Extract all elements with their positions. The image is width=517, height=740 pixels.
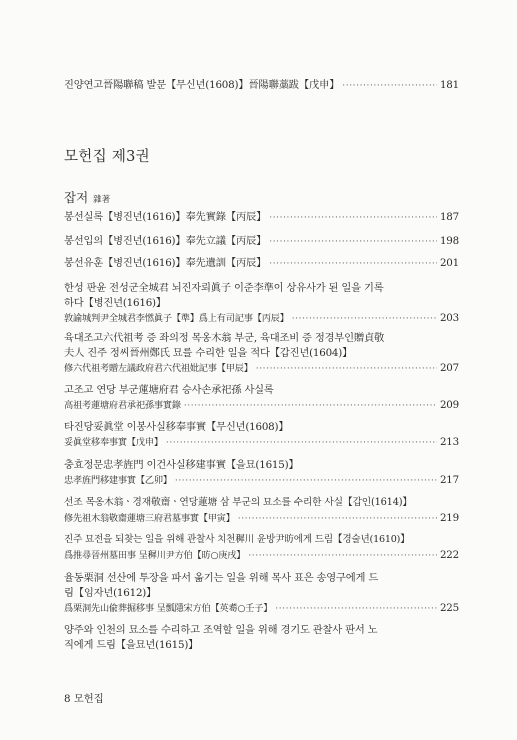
entry-page: 222 xyxy=(439,549,459,561)
toc-entry[interactable] xyxy=(64,398,459,413)
toc-entry-title-line: 타진당妥眞堂 이봉사실移奉事實【무신년(1608)】 xyxy=(64,421,289,433)
entry-page: 201 xyxy=(439,257,459,269)
leader-dots xyxy=(248,549,437,563)
page-number: 8 xyxy=(64,693,71,705)
entry-title: 봉선실록【병진년(1616)】奉先實錄【丙辰】 xyxy=(64,211,267,223)
leader-dots xyxy=(269,257,437,271)
leader-dots xyxy=(166,436,437,450)
page-footer xyxy=(64,690,104,705)
entry-subtitle: 爲栗洞先山偸葬掘移事 呈瓢隱宋方伯【英耈○壬子】 xyxy=(64,603,273,614)
entry-subtitle: 爲推尋晉州墓田事 呈穉川尹方伯【昉○庚戌】 xyxy=(64,550,246,561)
section-title: 잡저 xyxy=(64,190,89,205)
book-title: 모헌집 xyxy=(73,693,104,705)
toc-entry[interactable] xyxy=(64,361,459,376)
leader-dots xyxy=(269,235,437,249)
entry-title: 진양연고晉陽聯稿 발문【무신년(1608)】晉陽聯藁跋【戊申】 xyxy=(64,79,340,91)
entry-subtitle: 修先祖木翁敬齋蓮塘三府君墓事實【甲寅】 xyxy=(64,513,235,524)
entry-title: 봉선입의【병진년(1616)】奉先立議【丙辰】 xyxy=(64,235,267,247)
toc-entry[interactable] xyxy=(64,234,459,249)
entry-page: 225 xyxy=(439,602,459,614)
entry-page: 219 xyxy=(439,512,459,524)
entry-page: 187 xyxy=(439,211,459,223)
toc-entry[interactable] xyxy=(64,473,459,488)
toc-entry-title-line: 진주 묘전을 되찾는 일을 위해 관찰사 치천穉川 윤방尹昉에게 드림【경술년(1610)】 xyxy=(64,534,410,545)
leader-dots xyxy=(184,399,437,413)
toc-entry[interactable] xyxy=(64,548,459,563)
entry-title: 봉선유훈【병진년(1616)】奉先遺訓【丙辰】 xyxy=(64,257,267,269)
toc-entry-title-line: 림【임자년(1612)】 xyxy=(64,587,157,599)
toc-entry[interactable] xyxy=(64,256,459,271)
toc-entry-title-line: 夫人 진주 정씨晉州鄭氏 묘를 수리한 일을 적다【갑진년(1604)】 xyxy=(64,347,353,359)
toc-entry-title-line: 양주와 인천의 묘소를 수리하고 조역할 일을 위해 경기도 관찰사 판서 노 xyxy=(64,624,378,636)
leader-dots xyxy=(238,512,437,526)
entry-subtitle: 忠孝旌門移建事實【乙卯】 xyxy=(64,475,172,486)
entry-page: 213 xyxy=(439,436,459,448)
toc-entry[interactable] xyxy=(64,78,459,93)
entry-page: 203 xyxy=(439,312,459,324)
toc-entry-title-line: 한성 판윤 전성군全城君 뇌진자뢰眞子 이준李準이 상유사가 된 일을 기록 xyxy=(64,282,384,294)
leader-dots xyxy=(269,211,437,225)
toc-entry-title-line: 선조 목옹木翁ㆍ경재敬齋ㆍ연당蓮塘 삼 부군의 묘소를 수리한 사실【갑인(1614)】 xyxy=(64,497,412,508)
toc-entry-title-line: 하다【병진년(1616)】 xyxy=(64,297,166,309)
toc-entry-title-line: 율동栗洞 선산에 투장을 파서 옮기는 일을 위해 목사 표은 송영구에게 드 xyxy=(64,572,379,584)
entry-page: 209 xyxy=(439,399,459,411)
entry-page: 198 xyxy=(439,235,459,247)
toc-entry[interactable] xyxy=(64,210,459,225)
toc-entry[interactable] xyxy=(64,511,459,526)
part-title: 모헌집 제3권 xyxy=(64,149,150,165)
toc-entry-title-line: 직에게 드림【을묘년(1615)】 xyxy=(64,639,199,651)
entry-page: 181 xyxy=(439,79,459,91)
toc-entry[interactable] xyxy=(64,311,459,326)
toc-entry-title-line: 충효정문忠孝旌門 이건사실移建事實【을묘(1615)】 xyxy=(64,459,299,471)
toc-entry-title-line: 육대조고六代祖考 증 좌의정 목옹木翁 부군, 육대조비 증 정경부인贈貞敬 xyxy=(64,332,385,344)
leader-dots xyxy=(175,474,437,488)
toc-entry-title-line: 고조고 연당 부군蓮塘府君 승사손承祀孫 사실록 xyxy=(64,384,274,396)
entry-subtitle: 修六代祖考贈左議政府君六代祖妣記事【甲辰】 xyxy=(64,363,253,374)
entry-subtitle: 敦諭城判尹全城君李㦓眞子【準】爲上有司記事【丙辰】 xyxy=(64,313,289,324)
leader-dots xyxy=(292,312,437,326)
leader-dots xyxy=(275,602,437,616)
entry-page: 217 xyxy=(439,474,459,486)
section-heading xyxy=(64,188,110,206)
toc-entry[interactable] xyxy=(64,601,459,616)
entry-page: 207 xyxy=(439,362,459,374)
toc-entry[interactable] xyxy=(64,435,459,450)
entry-subtitle: 妥眞堂移奉事實【戊申】 xyxy=(64,437,163,448)
section-hanja: 雜著 xyxy=(93,195,111,205)
leader-dots xyxy=(256,362,437,376)
entry-subtitle: 高祖考蓮塘府君承祀孫事實錄 xyxy=(64,400,181,411)
leader-dots xyxy=(342,79,437,93)
